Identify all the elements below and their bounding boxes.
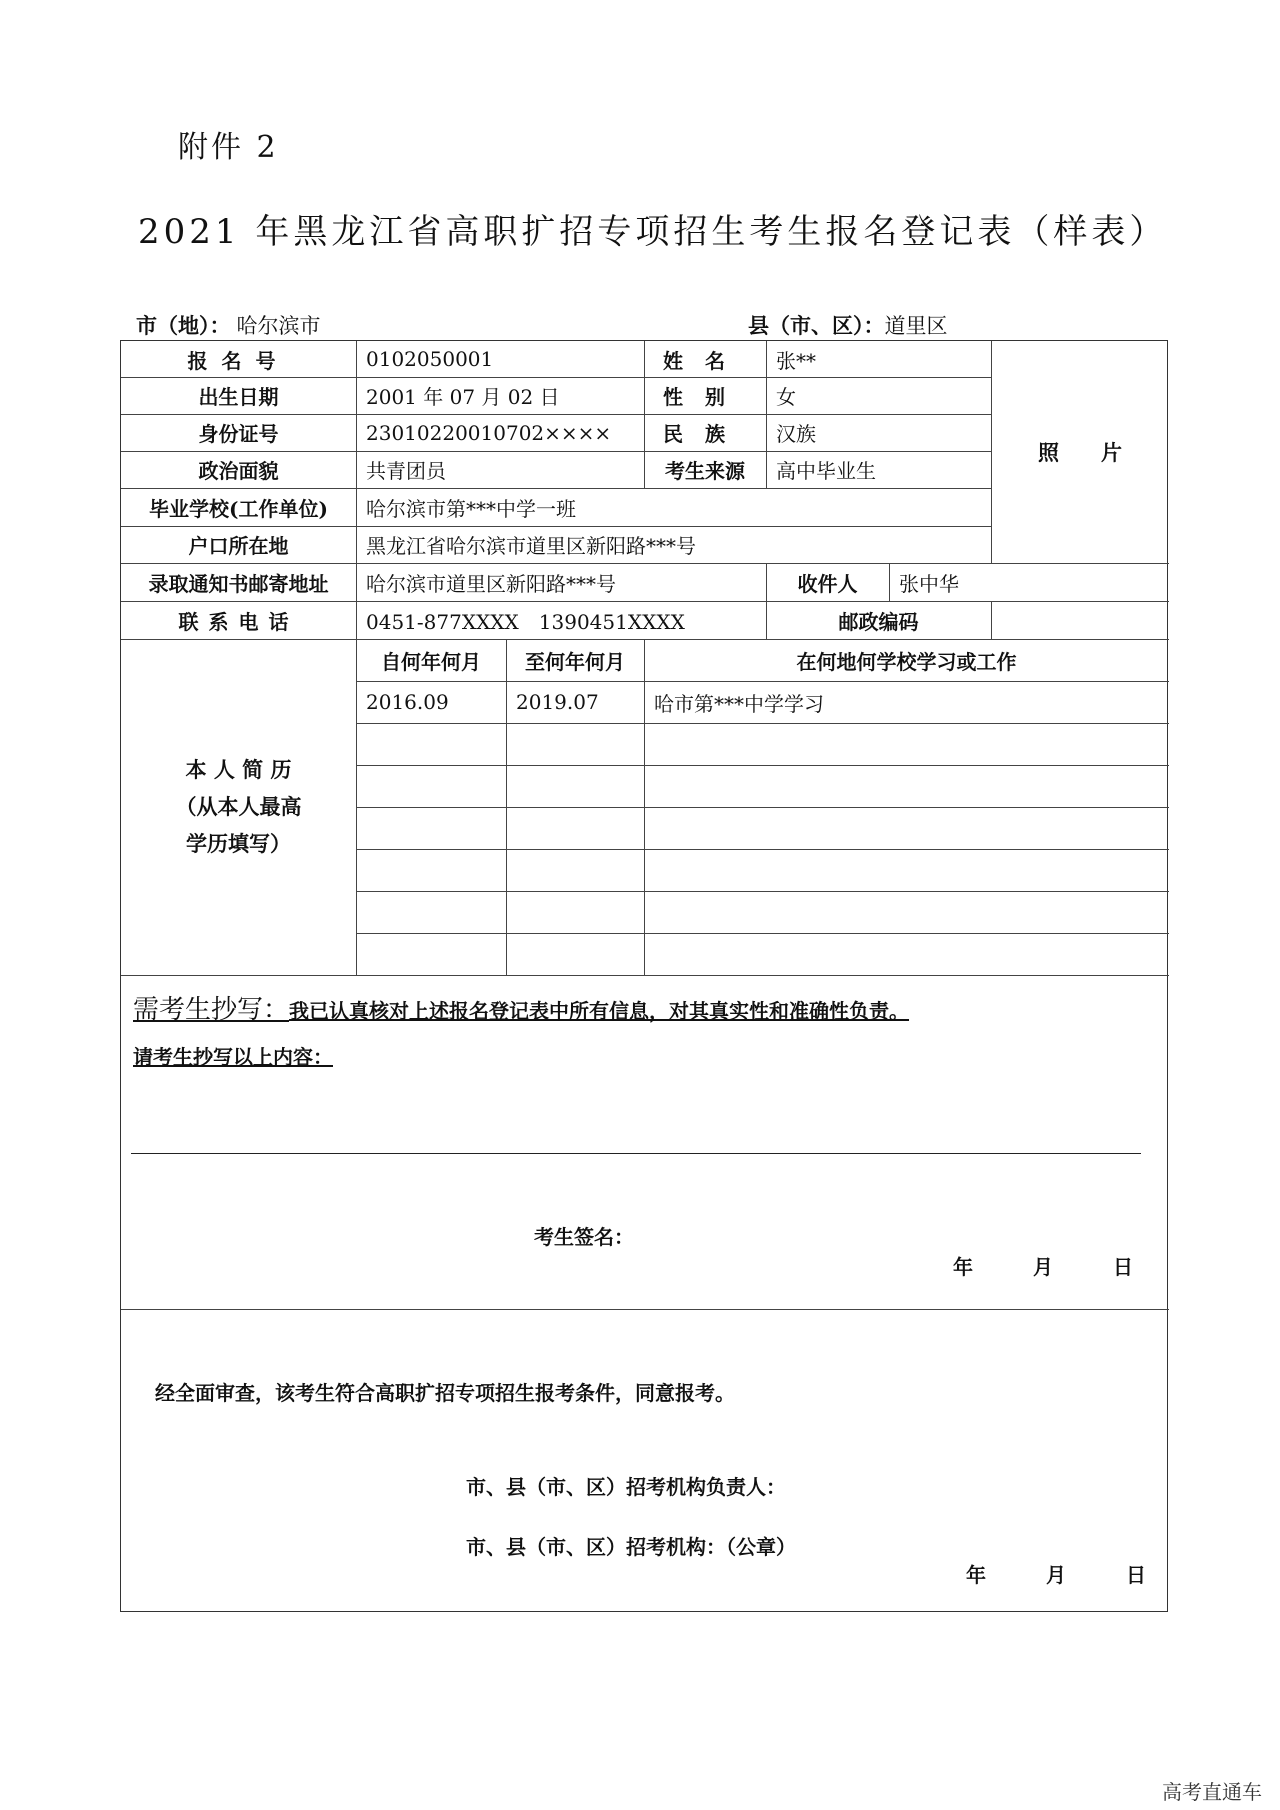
ethnic-label: 民族 xyxy=(663,422,747,446)
dob-label: 出生日期 xyxy=(198,385,279,409)
hukou-label: 户口所在地 xyxy=(188,534,289,558)
signature-label: 考生签名： xyxy=(534,1225,634,1249)
source-value: 高中毕业生 xyxy=(776,459,876,483)
resume-row-to: 2019.07 xyxy=(516,690,599,714)
form-title: 2021 年黑龙江省高职扩招专项招生考生报名登记表（样表） xyxy=(138,212,1168,252)
reg-no-value: 0102050001 xyxy=(366,347,494,371)
copy-line xyxy=(131,1153,1141,1154)
resume-label: 本 人 简 历 （从本人最高 学历填写） xyxy=(175,757,302,856)
source-label: 考生来源 xyxy=(665,459,745,483)
mail-value: 哈尔滨市道里区新阳路***号 xyxy=(366,571,616,596)
photo-area: 照 片 xyxy=(1038,440,1122,465)
declaration-body: 我已认真核对上述报名登记表中所有信息，对其真实性和准确性负责。 xyxy=(289,999,910,1023)
resume-col-where: 在何地何学校学习或工作 xyxy=(796,649,1017,674)
resume-row-from: 2016.09 xyxy=(366,690,449,714)
recipient-value: 张中华 xyxy=(899,571,959,596)
phone-value: 0451-877XXXX 1390451XXXX xyxy=(366,609,685,634)
postcode-label: 邮政编码 xyxy=(838,609,919,634)
postcode-value xyxy=(991,601,1179,639)
review-text: 经全面审查，该考生符合高职扩招专项招生报考条件，同意报考。 xyxy=(155,1381,735,1405)
reg-no-label: 报名号 xyxy=(187,348,290,373)
city-field xyxy=(136,310,321,340)
declaration-prefix: 需考生抄写： xyxy=(133,995,290,1025)
county-label: 县（市、区）： xyxy=(748,313,885,338)
id-value: 23010220010702×××× xyxy=(366,420,612,445)
recipient-label: 收件人 xyxy=(797,571,858,596)
gender-label: 性别 xyxy=(663,385,747,409)
review-org-label: 市、县（市、区）招考机构：（公章） xyxy=(466,1535,796,1559)
attachment-label: 附件 2 xyxy=(178,130,279,165)
watermark: 高考直通车 xyxy=(1162,1780,1262,1804)
political-label: 政治面貌 xyxy=(198,459,279,483)
city-label: 市（地）： xyxy=(136,313,231,338)
resume-col-to: 至何年何月 xyxy=(525,649,625,674)
school-value: 哈尔滨市第***中学一班 xyxy=(366,496,576,521)
registration-form xyxy=(120,340,1168,1612)
school-label: 毕业学校(工作单位) xyxy=(149,496,328,521)
ethnic-value: 汉族 xyxy=(776,422,816,446)
name-label: 姓名 xyxy=(663,348,747,373)
gender-value: 女 xyxy=(776,385,796,409)
resume-row-where: 哈市第***中学学习 xyxy=(654,691,824,716)
copy-instruction: 请考生抄写以上内容： xyxy=(133,1045,333,1069)
mail-label: 录取通知书邮寄地址 xyxy=(148,571,329,596)
county-field xyxy=(748,310,948,340)
city-value: 哈尔滨市 xyxy=(236,314,321,338)
resume-col-from: 自何年何月 xyxy=(381,649,481,674)
phone-label: 联系电话 xyxy=(178,609,299,634)
review-officer-label: 市、县（市、区）招考机构负责人： xyxy=(466,1475,786,1499)
dob-value: 2001 年 07 月 02 日 xyxy=(366,385,560,409)
political-value: 共青团员 xyxy=(366,459,446,483)
county-value: 道里区 xyxy=(884,314,948,338)
declaration-date: 年 月 日 xyxy=(953,1255,1133,1279)
declaration-text xyxy=(133,989,1163,1026)
hukou-value: 黑龙江省哈尔滨市道里区新阳路***号 xyxy=(366,534,696,558)
id-label: 身份证号 xyxy=(198,422,279,446)
review-date: 年 月 日 xyxy=(966,1563,1146,1587)
name-value: 张** xyxy=(776,348,816,373)
